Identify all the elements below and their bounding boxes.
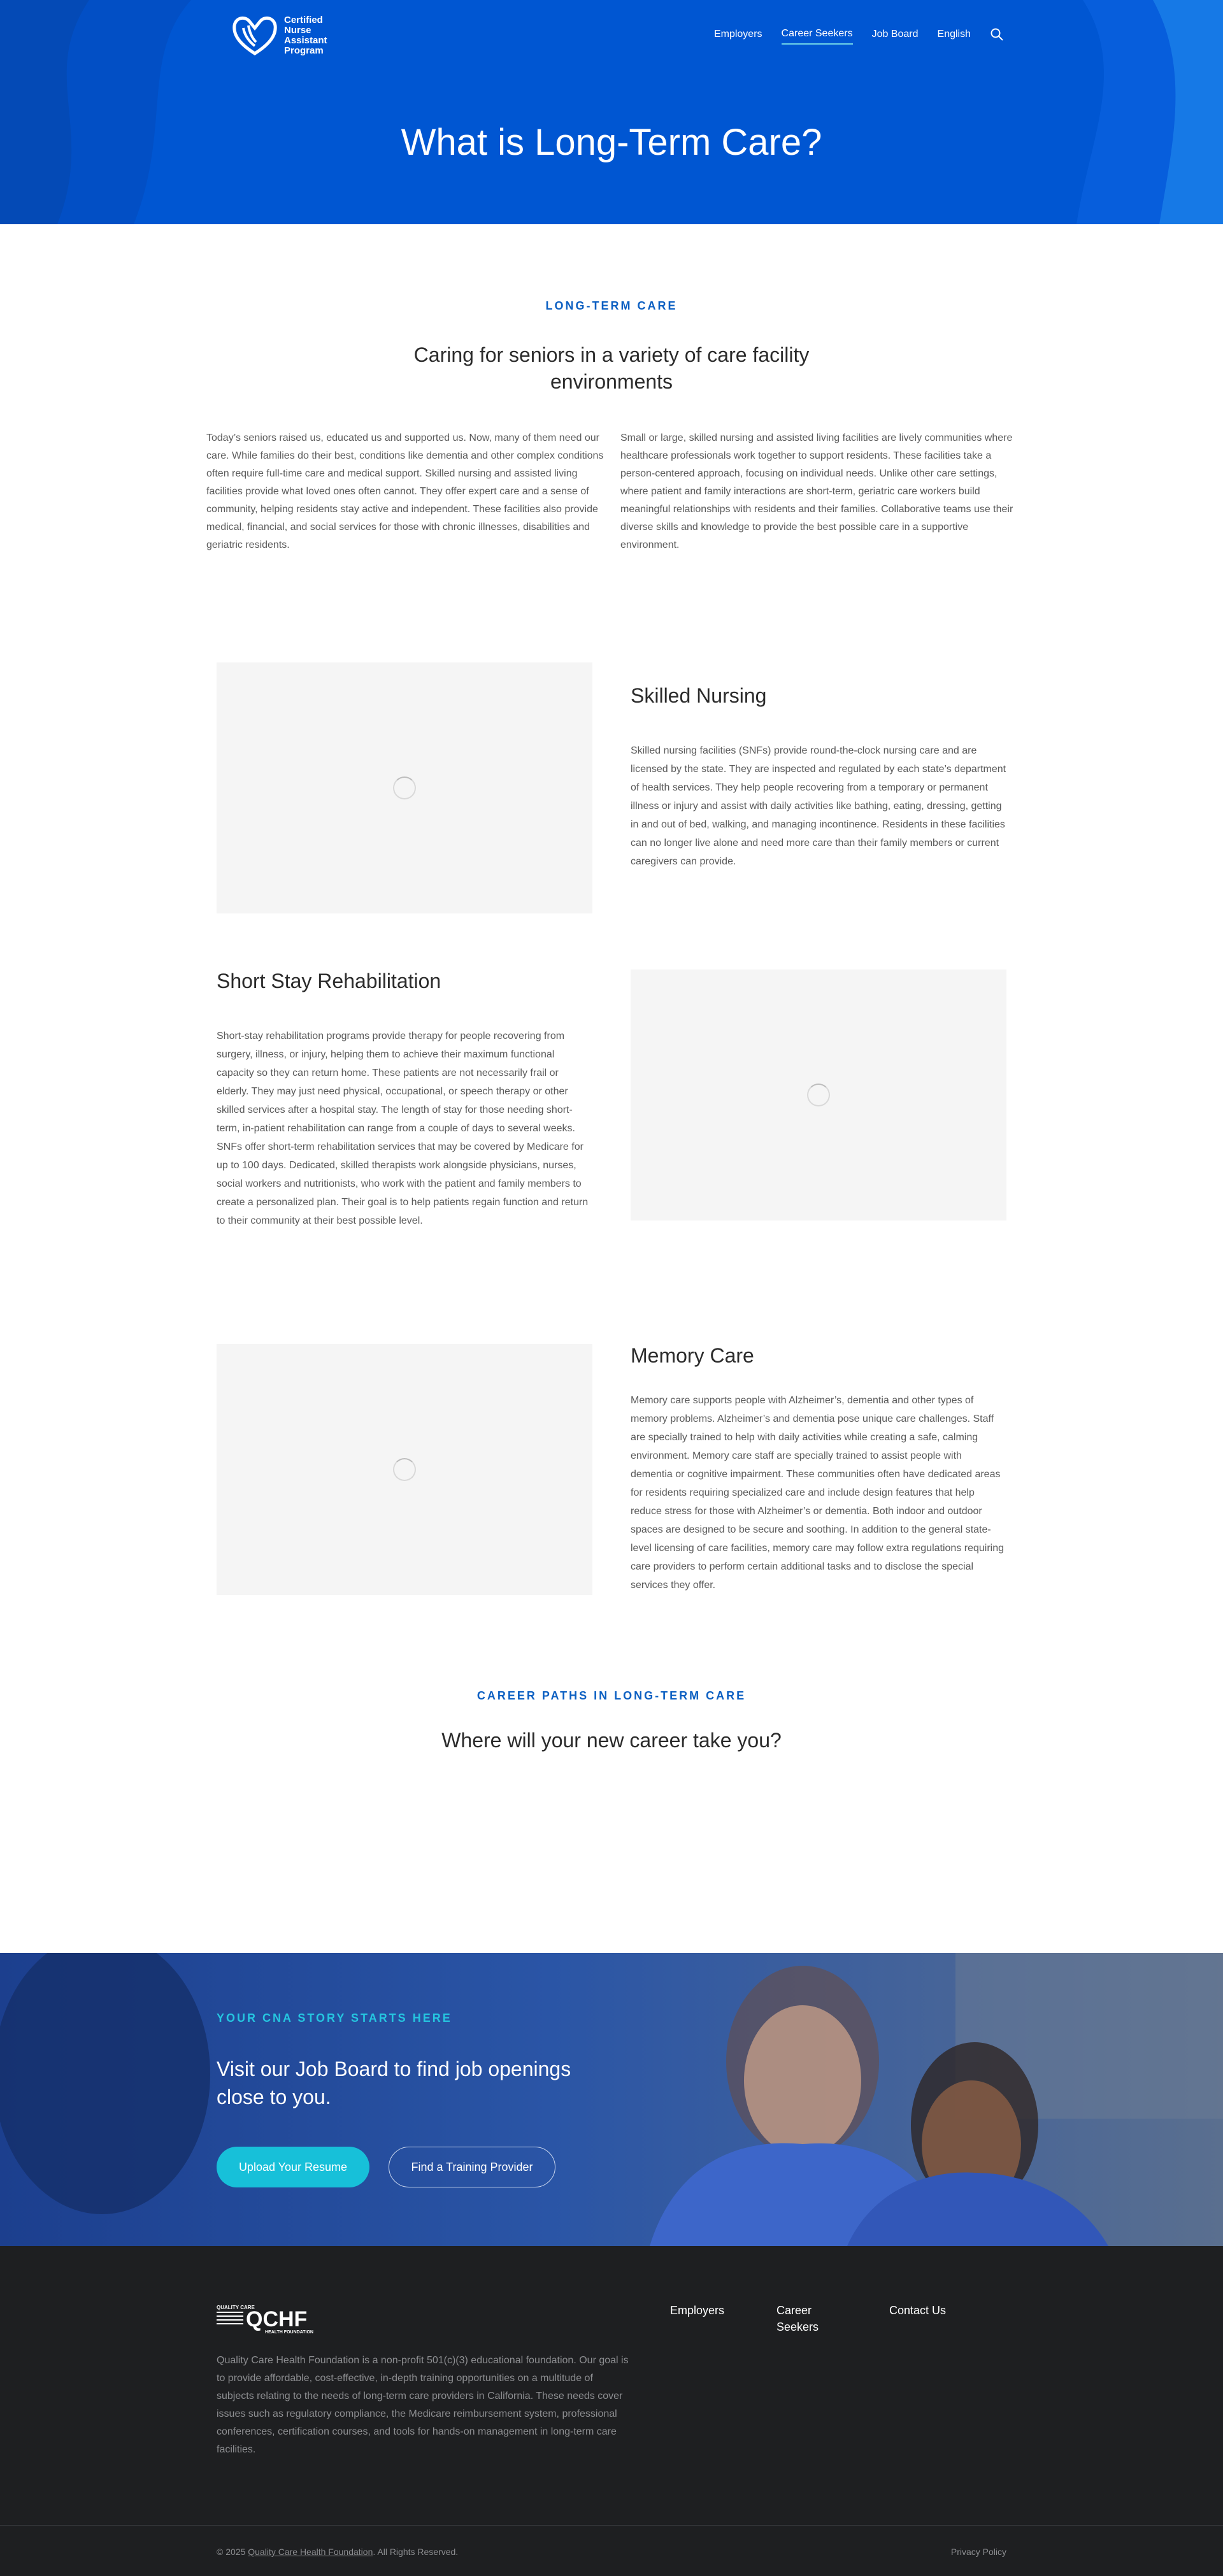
short-stay-rehab-image xyxy=(631,970,1006,1220)
footer-logo-text: QCHF xyxy=(246,2307,308,2331)
job-board-cta xyxy=(0,1953,1223,2246)
find-training-provider-button[interactable]: Find a Training Provider xyxy=(389,2147,555,2187)
upload-resume-button[interactable]: Upload Your Resume xyxy=(217,2147,369,2187)
memory-care-title: Memory Care xyxy=(631,1344,754,1367)
logo-line-3: Assistant xyxy=(284,35,327,46)
footer-logo-top-text: QUALITY CARE xyxy=(217,2305,255,2310)
career-paths-heading: Where will your new career take you? xyxy=(441,1729,782,1752)
footer-nav-employers[interactable]: Employers xyxy=(670,2304,725,2317)
cta-eyebrow: YOUR CNA STORY STARTS HERE xyxy=(217,2012,452,2024)
long-term-care-intro xyxy=(0,224,1223,645)
logo-line-4: Program xyxy=(284,45,324,56)
hero-banner xyxy=(0,0,1223,224)
main-nav xyxy=(714,28,1004,45)
loading-spinner-icon xyxy=(393,1458,416,1481)
privacy-policy-link[interactable]: Privacy Policy xyxy=(950,2547,1006,2557)
logo-hands-heart-icon xyxy=(229,13,280,59)
short-stay-rehab-title: Short Stay Rehabilitation xyxy=(217,970,441,992)
copyright-link[interactable]: Quality Care Health Foundation xyxy=(248,2547,373,2557)
loading-spinner-icon xyxy=(807,1084,830,1106)
footer-copyright xyxy=(217,2547,458,2557)
career-paths-eyebrow: CAREER PATHS IN LONG-TERM CARE xyxy=(476,1689,747,1702)
logo-line-1: Certified xyxy=(284,15,323,25)
intro-eyebrow: LONG-TERM CARE xyxy=(545,299,678,312)
logo-line-2: Nurse xyxy=(284,25,311,36)
nav-job-board[interactable]: Job Board xyxy=(871,29,919,39)
copyright-prefix: © 2025 xyxy=(217,2547,246,2557)
footer-nav-contact-us[interactable]: Contact Us xyxy=(889,2304,947,2317)
page-title: What is Long-Term Care? xyxy=(401,122,822,163)
short-stay-rehab-text: Short-stay rehabilitation programs provide therapy for people recovering from surgery, illness, or injury, helping them to achieve their maximum functional capacity so they can return home. These patients are not necessarily frail or elderly. They may just need physical, occupational, or speech therapy or other skilled services after a hospital stay. The length of stay for those needing short-term, in-patient rehabilitation can range from a couple of days to several weeks. SNFs offer short-term rehabilitation services that may be covered by Medicare for up to 100 days. Dedicated, skilled therapists work alongside physicians, nurses, social workers and nutritionists, who work with the patient and family members to create a personalized plan. Their goal is to help patients regain function and return to their community at their best possible level. xyxy=(217,1031,589,1226)
skilled-nursing-title: Skilled Nursing xyxy=(631,684,767,707)
site-logo[interactable] xyxy=(229,13,327,59)
intro-right-text: Small or large, skilled nursing and assisted living facilities are lively communities where healthcare professionals work together to support residents. These facilities take a person-centered approach, focusing on individual needs. Unlike other care settings, where patient and family interactions are short-term, geriatric care workers build meaningful relationships with residents and their families. Collaborative teams use their diverse skills and knowledge to provide the best possible care in a supportive environment. xyxy=(620,433,1013,550)
memory-care-image xyxy=(217,1344,592,1595)
loading-spinner-icon xyxy=(393,776,416,799)
nav-employers[interactable]: Employers xyxy=(713,29,762,39)
footer-nav-career-seekers[interactable]: Career Seekers xyxy=(776,2304,819,2333)
copyright-suffix: . All Rights Reserved. xyxy=(373,2547,459,2557)
memory-care-text: Memory care supports people with Alzheimer’s, dementia and other types of memory problems. Alzheimer’s and dementia pose unique care challenges. Staff are specially trained to help with daily activities while creating a safe, calming environment. Memory care staff are specially trained to assist people with dementia or cognitive impairment. These communities often have dedicated areas for residents requiring specialized care and include design features that help reduce stress for those with Alzheimer’s or dementia. Both indoor and outdoor spaces are designed to be secure and soothing. In addition to the general state-level licensing of care facilities, memory care may follow extra regulations requiring care providers to perform certain additional tasks and to disclose the special services they offer. xyxy=(631,1395,1005,1591)
nav-language-english[interactable]: English xyxy=(937,29,971,39)
qchf-logo[interactable] xyxy=(217,2303,321,2335)
nav-career-seekers[interactable]: Career Seekers xyxy=(782,28,853,45)
skilled-nursing-image xyxy=(217,662,592,913)
cta-heading: Visit our Job Board to find job openings close to you. xyxy=(217,2057,571,2108)
footer-divider xyxy=(0,2525,1223,2526)
intro-heading: Caring for seniors in a variety of care facility environments xyxy=(413,343,810,393)
search-icon[interactable] xyxy=(990,27,1004,41)
site-footer xyxy=(0,2246,1223,2576)
skilled-nursing-text: Skilled nursing facilities (SNFs) provide round-the-clock nursing care and are licensed by the state. They are inspected and regulated by each state’s department of health services. They help people recovering from a temporary or permanent illness or injury and assist with daily activities like bathing, eating, dressing, getting in and out of bed, walking, and managing incontinence. Residents in these facilities can no longer live alone and need more care than their family members or current caregivers can provide. xyxy=(631,745,1006,867)
footer-logo-bottom-text: HEALTH FOUNDATION xyxy=(265,2330,313,2335)
logo-wordmark xyxy=(284,15,327,56)
cta-background-photo xyxy=(0,1953,1223,2246)
top-navigation xyxy=(0,0,1223,76)
footer-about-text: Quality Care Health Foundation is a non-profit 501(c)(3) educational foundation. Our goal is to provide affordable, cost-effective, in-depth training opportunities on a multitude of subjects relating to the needs of long-term care providers in California. These needs cover issues such as regulatory compliance, the Medicare reimbursement system, professional conferences, certification courses, and tools for hands-on management in long-term care facilities. xyxy=(217,2355,629,2455)
intro-left-text: Today’s seniors raised us, educated us and supported us. Now, many of them need our care. While families do their best, conditions like dementia and other complex conditions often require full-time care and medical support. Skilled nursing and assisted living facilities provide what loved ones often cannot. They offer expert care and a sense of community, helping residents stay active and independent. These facilities also provide medical, financial, and social services for those with chronic illnesses, disabilities and geriatric residents. xyxy=(206,433,604,550)
